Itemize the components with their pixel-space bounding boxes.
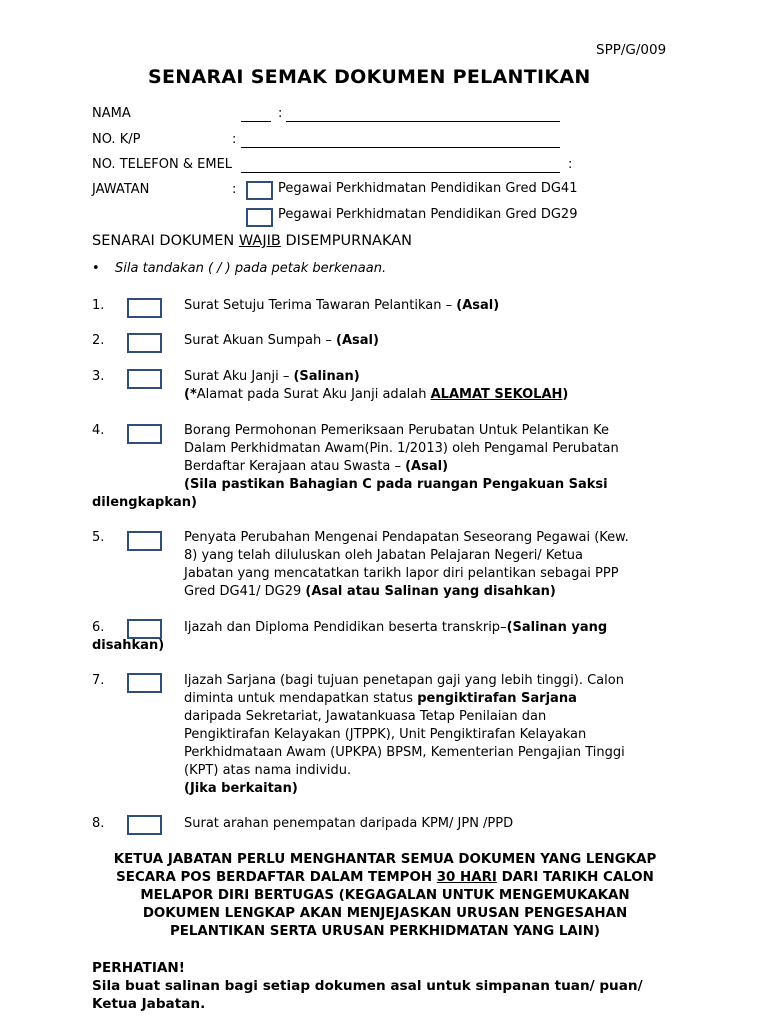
nama-colon: :: [278, 106, 283, 121]
perhatian-line: Sila buat salinan bagi setiap dokumen asal untuk simpanan tuan/ puan/: [92, 978, 643, 994]
item-4-line: Dalam Perkhidmatan Awam(Pin. 1/2013) oleh Pengamal Perubatan: [184, 441, 619, 456]
note-prefix: (*: [184, 387, 197, 402]
item-2-checkbox[interactable]: [127, 333, 162, 353]
item-3-note: [184, 386, 684, 404]
item-number-1: 1.: [92, 298, 105, 313]
perhatian-title: PERHATIAN!: [92, 960, 185, 976]
item-6-checkbox[interactable]: [127, 619, 162, 639]
item-6-desc: Ijazah dan Diploma Pendidikan beserta transkrip–: [184, 620, 507, 635]
nama-label: NAMA: [92, 106, 131, 121]
note-suffix: ): [562, 387, 569, 402]
item-6-status: (Salinan yang: [506, 620, 608, 635]
item-3-desc: Surat Aku Janji –: [184, 369, 294, 384]
item-7-line: Ijazah Sarjana (bagi tujuan penetapan gaji yang lebih tinggi). Calon: [184, 673, 624, 688]
item-number-4: 4.: [92, 423, 105, 438]
item-7-text: [184, 672, 684, 798]
item-5-line: 8) yang telah diluluskan oleh Jabatan Pelajaran Negeri/ Ketua: [184, 548, 584, 563]
item-7-line: Perkhidmataan Awam (UPKPA) BPSM, Kementerian Pengajian Tinggi: [184, 745, 625, 760]
item-7-line: diminta untuk mendapatkan status: [184, 691, 418, 706]
item-5-line: Penyata Perubahan Mengenai Pendapatan Seseorang Pegawai (Kew.: [184, 530, 629, 545]
item-4-note-cont: dilengkapkan): [92, 495, 197, 510]
jawatan-dg29-checkbox[interactable]: [246, 208, 273, 227]
perhatian-block: [92, 959, 643, 1013]
item-1-desc: Surat Setuju Terima Tawaran Pelantikan –: [184, 298, 457, 313]
item-4-note: (Sila pastikan Bahagian C pada ruangan Pengakuan Saksi: [184, 477, 608, 492]
nokp-input-line[interactable]: [241, 147, 560, 148]
item-1-text: [184, 297, 684, 315]
jawatan-label: JAWATAN: [92, 182, 150, 197]
item-5-text: [184, 529, 684, 601]
item-3-text: [184, 368, 684, 404]
item-8-text: Surat arahan penempatan daripada KPM/ JPN /PPD: [184, 816, 514, 831]
item-7-line: daripada Sekretariat, Jawatankuasa Tetap Penilaian dan: [184, 709, 547, 724]
instruction-text: Sila tandakan ( / ) pada petak berkenaan.: [115, 261, 387, 276]
telefon-colon: :: [568, 157, 573, 172]
item-4-text: [184, 422, 684, 494]
perhatian-line: Ketua Jabatan.: [92, 996, 206, 1012]
notice-line: PELANTIKAN SERTA URUSAN PERKHIDMATAN YANG LAIN): [169, 924, 601, 939]
item-3-status: (Salinan): [293, 369, 360, 384]
notice-block: [80, 851, 690, 941]
section-heading-part2: DISEMPURNAKAN: [280, 233, 412, 249]
item-6-text: [184, 619, 684, 637]
notice-line: KETUA JABATAN PERLU MENGHANTAR SEMUA DOKUMEN YANG LENGKAP: [113, 852, 657, 867]
telefon-label: NO. TELEFON & EMEL: [92, 157, 233, 172]
item-5-line: Jabatan yang mencatatkan tarikh lapor diri pelantikan sebagai PPP: [184, 566, 619, 581]
item-number-5: 5.: [92, 530, 105, 545]
telefon-input-line[interactable]: [241, 172, 560, 173]
section-heading-part1: SENARAI DOKUMEN: [92, 233, 239, 249]
item-number-6: 6.: [92, 620, 105, 635]
item-5-status: (Asal atau Salinan yang disahkan): [305, 584, 556, 599]
item-7-line: (KPT) atas nama individu.: [184, 763, 352, 778]
item-5-checkbox[interactable]: [127, 531, 162, 551]
notice-line: MELAPOR DIRI BERTUGAS (KEGAGALAN UNTUK MENGEMUKAKAN: [140, 888, 630, 903]
document-code: SPP/G/009: [596, 42, 667, 58]
nokp-colon: :: [232, 132, 237, 147]
nokp-label: NO. K/P: [92, 132, 141, 147]
item-number-2: 2.: [92, 333, 105, 348]
bullet-icon: •: [92, 261, 100, 276]
item-7-status: (Jika berkaitan): [184, 781, 298, 796]
item-6-status-cont: disahkan): [92, 638, 165, 653]
item-4-line: Berdaftar Kerajaan atau Swasta –: [184, 459, 406, 474]
item-number-3: 3.: [92, 369, 105, 384]
nama-underline-short: [241, 121, 271, 122]
item-4-status: (Asal): [405, 459, 449, 474]
item-2-desc: Surat Akuan Sumpah –: [184, 333, 337, 348]
section-heading-wajib: WAJIB: [238, 233, 281, 249]
nama-input-line[interactable]: [286, 121, 560, 122]
item-number-7: 7.: [92, 673, 105, 688]
item-4-checkbox[interactable]: [127, 424, 162, 444]
item-8-checkbox[interactable]: [127, 815, 162, 835]
note-text: Alamat pada Surat Aku Janji adalah: [196, 387, 431, 402]
jawatan-dg29-label: Pegawai Perkhidmatan Pendidikan Gred DG29: [278, 207, 578, 222]
page-title: SENARAI SEMAK DOKUMEN PELANTIKAN: [148, 66, 591, 88]
item-7-emph: pengiktirafan Sarjana: [417, 691, 577, 706]
item-4-line: Borang Permohonan Pemeriksaan Perubatan Untuk Pelantikan Ke: [184, 423, 610, 438]
item-1-status: (Asal): [456, 298, 500, 313]
item-5-line: Gred DG41/ DG29: [184, 584, 306, 599]
notice-deadline: 30 HARI: [436, 870, 497, 885]
item-2-status: (Asal): [336, 333, 379, 348]
jawatan-colon: :: [232, 182, 237, 197]
item-3-checkbox[interactable]: [127, 369, 162, 389]
item-number-8: 8.: [92, 816, 105, 831]
jawatan-dg41-label: Pegawai Perkhidmatan Pendidikan Gred DG41: [278, 181, 578, 196]
item-1-checkbox[interactable]: [127, 298, 162, 318]
item-2-text: [184, 332, 684, 350]
note-alamat: ALAMAT SEKOLAH: [430, 387, 563, 402]
item-7-checkbox[interactable]: [127, 673, 162, 693]
notice-line: DOKUMEN LENGKAP AKAN MENJEJASKAN URUSAN PENGESAHAN: [142, 906, 628, 921]
notice-line: DARI TARIKH CALON: [496, 870, 654, 885]
section-heading: [92, 233, 412, 249]
notice-line: SECARA POS BERDAFTAR DALAM TEMPOH: [116, 870, 437, 885]
item-7-line: Pengiktirafan Kelayakan (JTPPK), Unit Pengiktirafan Kelayakan: [184, 727, 587, 742]
jawatan-dg41-checkbox[interactable]: [246, 181, 273, 200]
